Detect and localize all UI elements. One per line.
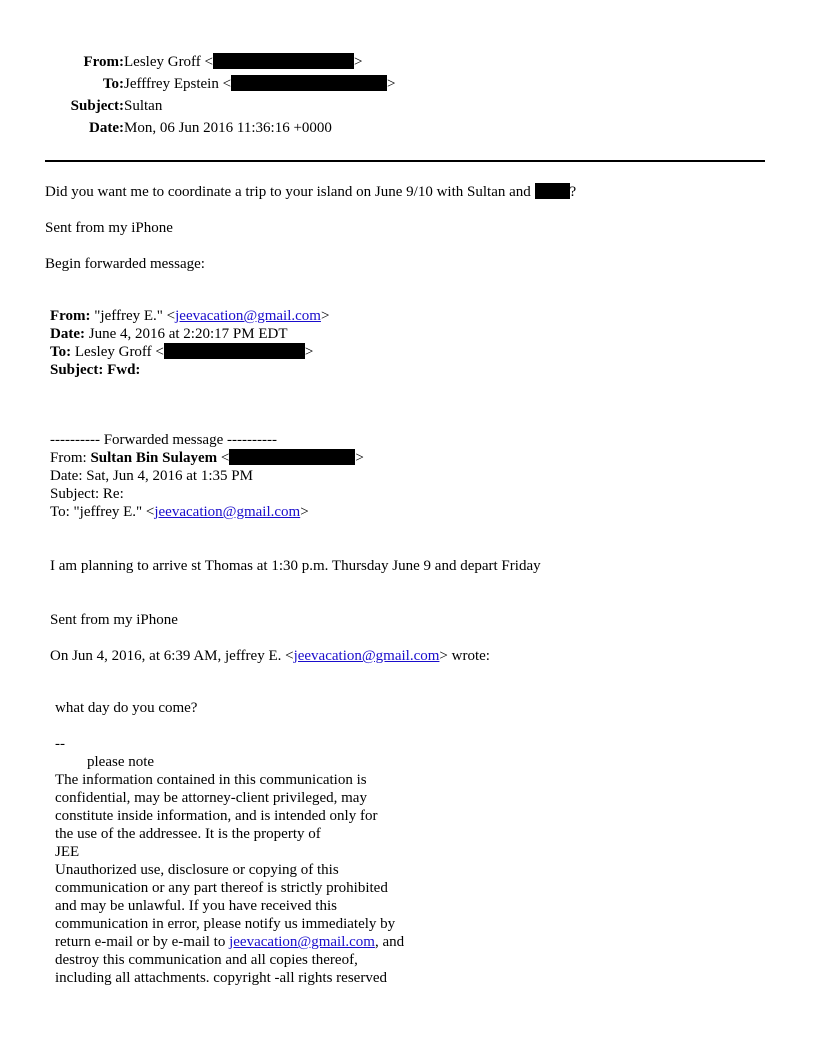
disclaimer-line: the use of the addressee. It is the property of bbox=[55, 826, 321, 842]
redaction-box bbox=[164, 343, 305, 359]
header-subject-label: Subject: bbox=[70, 98, 124, 114]
fwd1-date: Date: June 4, 2016 at 2:20:17 PM EDT bbox=[50, 326, 288, 342]
sent-from-iphone: Sent from my iPhone bbox=[45, 220, 173, 236]
fwd1-subject: Subject: Fwd: bbox=[50, 362, 141, 378]
disclaimer-line: communication in error, please notify us immediately by bbox=[55, 916, 396, 932]
reply-on-line: On Jun 4, 2016, at 6:39 AM, jeffrey E. <jeevacation@gmail.com> wrote: bbox=[50, 648, 490, 664]
arrive-line: I am planning to arrive st Thomas at 1:30 p.m. Thursday June 9 and depart Friday bbox=[50, 558, 541, 574]
disclaimer-line: communication or any part thereof is strictly prohibited bbox=[55, 880, 388, 896]
header-from-value: Lesley Groff < > bbox=[124, 54, 363, 70]
redaction-box bbox=[229, 449, 355, 465]
fwd1-from: From: "jeffrey E." <jeevacation@gmail.com> bbox=[50, 308, 330, 324]
disclaimer-line: destroy this communication and all copies thereof, bbox=[55, 952, 358, 968]
sig-dashes: -- bbox=[55, 736, 65, 752]
fwd2-subject: Subject: Re: bbox=[50, 486, 124, 502]
email-link[interactable]: jeevacation@gmail.com bbox=[154, 504, 301, 520]
begin-forwarded: Begin forwarded message: bbox=[45, 256, 205, 272]
header-divider bbox=[45, 160, 765, 162]
reply-sent-from: Sent from my iPhone bbox=[50, 612, 178, 628]
header-date-value: Mon, 06 Jun 2016 11:36:16 +0000 bbox=[124, 120, 332, 136]
fwd2-from: From: Sultan Bin Sulayem < > bbox=[50, 450, 364, 466]
disclaimer-return-line: return e-mail or by e-mail to jeevacation@gmail.com, and bbox=[55, 934, 405, 950]
disclaimer-line: constitute inside information, and is intended only for bbox=[55, 808, 378, 824]
disclaimer-line: including all attachments. copyright -all rights reserved bbox=[55, 970, 387, 986]
redaction-box bbox=[213, 53, 354, 69]
email-link[interactable]: jeevacation@gmail.com bbox=[229, 934, 375, 950]
header-to-name: Jefffrey Epstein < bbox=[124, 76, 232, 92]
disclaimer-line: confidential, may be attorney-client privileged, may bbox=[55, 790, 367, 806]
fwd2-separator: ---------- Forwarded message ---------- bbox=[50, 432, 277, 448]
header-from-label: From: bbox=[83, 54, 124, 70]
disclaimer-line: JEE bbox=[55, 844, 80, 860]
fwd2-date: Date: Sat, Jun 4, 2016 at 1:35 PM bbox=[50, 468, 253, 484]
header-to-value: Jefffrey Epstein < > bbox=[124, 76, 396, 92]
disclaimer-line: and may be unlawful. If you have received this bbox=[55, 898, 337, 914]
header-from-name: Lesley Groff < bbox=[124, 54, 213, 70]
disclaimer-line: The information contained in this communication is bbox=[55, 772, 367, 788]
header-subject-value: Sultan bbox=[124, 98, 163, 114]
email-link[interactable]: jeevacation@gmail.com bbox=[175, 308, 321, 324]
body-line-1: Did you want me to coordinate a trip to your island on June 9/10 with Sultan and ? bbox=[45, 184, 577, 200]
disclaimer bbox=[55, 771, 404, 987]
fwd2-to: To: "jeffrey E." <jeevacation@gmail.com> bbox=[50, 504, 309, 520]
disclaimer-line: Unauthorized use, disclosure or copying of this bbox=[55, 862, 339, 878]
email-link[interactable]: jeevacation@gmail.com bbox=[293, 648, 440, 664]
please-note: please note bbox=[87, 754, 155, 770]
fwd1-to: To: Lesley Groff < > bbox=[50, 344, 314, 360]
redaction-box bbox=[231, 75, 387, 91]
quoted-question: what day do you come? bbox=[55, 700, 198, 716]
redaction-box bbox=[535, 183, 570, 199]
header-to-label: To: bbox=[102, 76, 124, 92]
header-date-label: Date: bbox=[89, 120, 124, 136]
